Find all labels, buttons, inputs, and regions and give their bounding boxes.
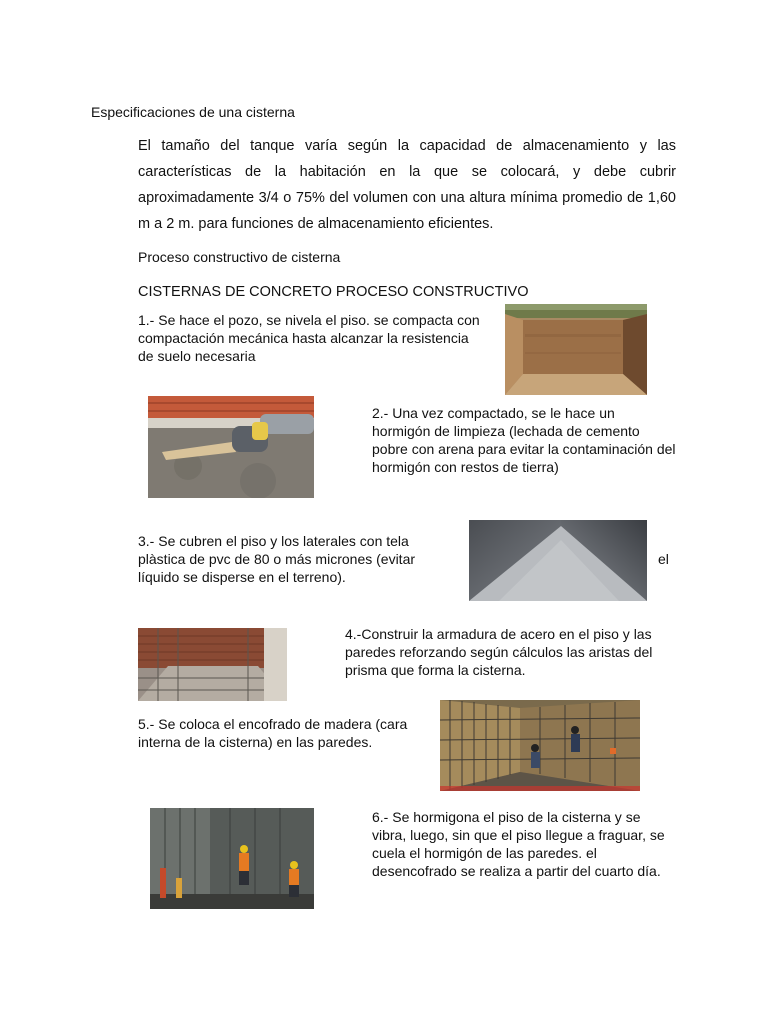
- step-2-text: 2.- Una vez compactado, se le hace un hormigón de limpieza (lechada de cemento pobre con arena para evitar la contaminación del hormigón con restos de tierra): [372, 405, 676, 475]
- step-3-text-right: el: [658, 551, 669, 567]
- step-5-text: 5.- Se coloca el encofrado de madera (cara interna de la cisterna) en las paredes.: [138, 716, 408, 750]
- step-1-text: 1.- Se hace el pozo, se nivela el piso. se compacta con compactación mecánica hasta alcanzar la resistencia de suelo necesaria: [138, 312, 480, 364]
- step-3-text-end: líquido se disperse en el terreno).: [138, 569, 346, 585]
- subheading: Proceso constructivo de cisterna: [138, 249, 341, 265]
- page-heading: Especificaciones de una cisterna: [91, 104, 295, 120]
- wood-formwork-photo: [440, 700, 640, 791]
- intro-paragraph: El tamaño del tanque varía según la capacidad de almacenamiento y las características de la habitación en la que se colocará, y debe cubrir aproximadamente 3/4 o 75% del volumen con una altura mínima promedio de 1,60 m a 2 m. para funciones de almacenamiento eficientes.: [138, 138, 676, 232]
- excavated-pit-photo: [505, 304, 647, 395]
- pvc-sheet-photo: [469, 520, 647, 601]
- steel-rebar-photo: [138, 628, 287, 701]
- step-6-text: 6.- Se hormigona el piso de la cisterna y se vibra, luego, sin que el piso llegue a fraguar, se cuela el hormigón de las paredes. el desencofrado se realiza a partir del cuarto día.: [372, 809, 665, 879]
- workers-cistern-photo: [150, 808, 314, 909]
- step-4-text: 4.-Construir la armadura de acero en el piso y las paredes reforzando según cálculos las aristas del prisma que forma la cisterna.: [345, 626, 653, 678]
- step-3-text: 3.- Se cubren el piso y los laterales con tela plàstica de pvc de 80 o más micrones (evitar: [138, 533, 416, 567]
- trowel-concrete-photo: [148, 396, 314, 498]
- section-title: CISTERNAS DE CONCRETO PROCESO CONSTRUCTIVO: [138, 284, 529, 300]
